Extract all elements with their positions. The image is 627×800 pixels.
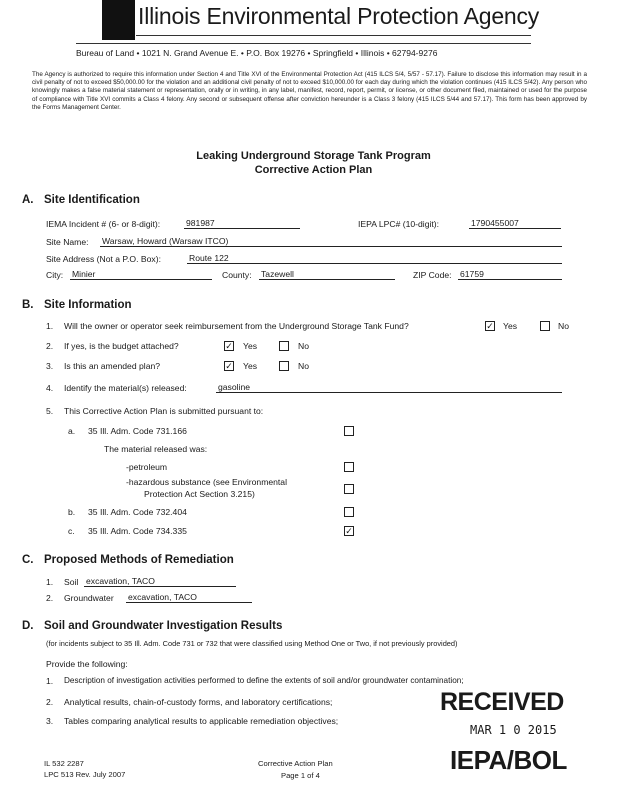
zip-field[interactable]: 61759 [458, 269, 562, 280]
q3-no-label: No [298, 361, 309, 371]
footer-revision: LPC 513 Rev. July 2007 [44, 770, 126, 779]
option-a-text: 35 Ill. Adm. Code 731.166 [88, 426, 187, 436]
legal-notice: The Agency is authorized to require this information under Section 4 and Title XVI of the Environmental Protection Act (415 ILCS 5/4, 5/57 - 57.17). Failure to disclose this information may result in a civil penalty of not to exceed $50,000.00 for the violation and an additional civil penalty of not to exceed $10,000.00 for each day during which the violation continues (415 ILCS 5/42). Any person who knowingly makes a false material statement or representation, orally or in writing, in any label, manifest, record, report, permit, or license, or other document filed, maintained or used for the purpose of compliance with Title XVI commits a Class 4 felony. Any second or subsequent offense after conviction hereunder is a Class 3 felony (415 ILCS 5/44 and 57.17). This form has been approved by the Forms Management Center. [32, 71, 587, 111]
q1-no-label: No [558, 321, 569, 331]
form-title: Corrective Action Plan [254, 164, 373, 176]
material-released-field[interactable]: gasoline [216, 382, 562, 393]
q1-text: Will the owner or operator seek reimbursement from the Underground Storage Tank Fund? [64, 321, 409, 331]
section-b-title: Site Information [44, 299, 132, 311]
option-b-text: 35 Ill. Adm. Code 732.404 [88, 507, 187, 517]
remediation-groundwater-label: Groundwater [64, 593, 114, 603]
city-label: City: [46, 270, 64, 280]
received-stamp-date: MAR 1 0 2015 [470, 723, 557, 737]
petroleum-checkbox[interactable] [344, 462, 354, 472]
received-stamp-office: IEPA/BOL [450, 745, 567, 775]
program-title: Leaking Underground Storage Tank Program [196, 150, 431, 162]
q2-yes-label: Yes [243, 341, 258, 351]
section-d-letter: D. [22, 620, 34, 632]
iepa-lpc-field[interactable]: 1790455007 [469, 218, 561, 229]
q2-number: 2. [46, 341, 54, 351]
remediation-groundwater-number: 2. [46, 593, 54, 603]
option-b-checkbox[interactable] [344, 507, 354, 517]
investigation-item-1-text: Description of investigation activities performed to define the extents of soil and/or groundwater contamination; [64, 676, 464, 685]
q1-number: 1. [46, 321, 54, 331]
hazardous-checkbox[interactable] [344, 484, 354, 494]
q1-no-checkbox[interactable] [540, 321, 550, 331]
agency-title: Illinois Environmental Protection Agency [138, 3, 540, 29]
site-name-label: Site Name: [46, 237, 89, 247]
investigation-item-2-text: Analytical results, chain-of-custody forms, and laboratory certifications; [64, 697, 333, 707]
q3-text: Is this an amended plan? [64, 361, 161, 371]
petroleum-label: -petroleum [126, 462, 168, 472]
section-c-title: Proposed Methods of Remediation [44, 554, 234, 566]
zip-label: ZIP Code: [413, 270, 452, 280]
q4-number: 4. [46, 383, 54, 393]
q1-yes-checkbox[interactable]: ✓ [486, 321, 494, 331]
q3-yes-checkbox[interactable]: ✓ [225, 361, 233, 371]
q3-number: 3. [46, 361, 54, 371]
investigation-item-3-text: Tables comparing analytical results to applicable remediation objectives; [64, 716, 339, 726]
section-b-letter: B. [22, 299, 34, 311]
section-d-subtitle: (for incidents subject to 35 Ill. Adm. Code 731 or 732 that were classified using Method One or Two, if not previously provided) [46, 639, 458, 648]
section-a-letter: A. [22, 194, 34, 206]
investigation-item-1-number: 1. [46, 676, 54, 686]
site-name-field[interactable]: Warsaw, Howard (Warsaw ITCO) [100, 236, 562, 247]
footer-form-name: Corrective Action Plan [258, 759, 333, 768]
iepa-lpc-label: IEPA LPC# (10-digit): [358, 219, 440, 229]
option-a-letter: a. [68, 426, 76, 436]
city-field[interactable]: Minier [70, 269, 212, 280]
received-stamp: RECEIVED [440, 688, 564, 716]
q3-yes-label: Yes [243, 361, 258, 371]
remediation-soil-field[interactable]: excavation, TACO [84, 576, 236, 587]
q3-no-checkbox[interactable] [279, 361, 289, 371]
section-c-letter: C. [22, 554, 34, 566]
remediation-soil-label: Soil [64, 577, 79, 587]
investigation-item-3-number: 3. [46, 716, 54, 726]
q2-yes-checkbox[interactable]: ✓ [225, 341, 233, 351]
q2-no-label: No [298, 341, 309, 351]
footer-form-code: IL 532 2287 [44, 759, 84, 768]
option-c-text: 35 Ill. Adm. Code 734.335 [88, 526, 187, 536]
provide-label: Provide the following: [46, 659, 128, 669]
option-a-checkbox[interactable] [344, 426, 354, 436]
header-rule-bottom [76, 43, 531, 44]
agency-logo-block [102, 0, 135, 40]
option-c-letter: c. [68, 526, 75, 536]
header-rule-top [136, 35, 531, 36]
site-address-field[interactable]: Route 122 [187, 253, 562, 264]
q1-yes-label: Yes [503, 321, 518, 331]
option-c-checkbox[interactable]: ✓ [345, 526, 353, 536]
q4-text: Identify the material(s) released: [64, 383, 187, 393]
remediation-soil-number: 1. [46, 577, 54, 587]
iema-incident-label: IEMA Incident # (6- or 8-digit): [46, 219, 161, 229]
footer-page-number: Page 1 of 4 [281, 771, 320, 780]
q2-no-checkbox[interactable] [279, 341, 289, 351]
hazardous-label-cont: Protection Act Section 3.215) [144, 489, 255, 499]
q5-text: This Corrective Action Plan is submitted pursuant to: [64, 406, 264, 416]
county-label: County: [222, 270, 252, 280]
q2-text: If yes, is the budget attached? [64, 341, 179, 351]
material-released-label: The material released was: [104, 444, 208, 454]
option-b-letter: b. [68, 507, 76, 517]
iema-incident-field[interactable]: 981987 [184, 218, 300, 229]
section-a-title: Site Identification [44, 194, 140, 206]
remediation-groundwater-field[interactable]: excavation, TACO [126, 592, 252, 603]
county-field[interactable]: Tazewell [259, 269, 395, 280]
investigation-item-2-number: 2. [46, 697, 54, 707]
q5-number: 5. [46, 406, 54, 416]
site-address-label: Site Address (Not a P.O. Box): [46, 254, 161, 264]
section-d-title: Soil and Groundwater Investigation Results [44, 620, 283, 632]
agency-address: Bureau of Land • 1021 N. Grand Avenue E. • P.O. Box 19276 • Springfield • Illinois • 62794-9276 [76, 48, 438, 58]
hazardous-label: -hazardous substance (see Environmental [126, 477, 287, 487]
